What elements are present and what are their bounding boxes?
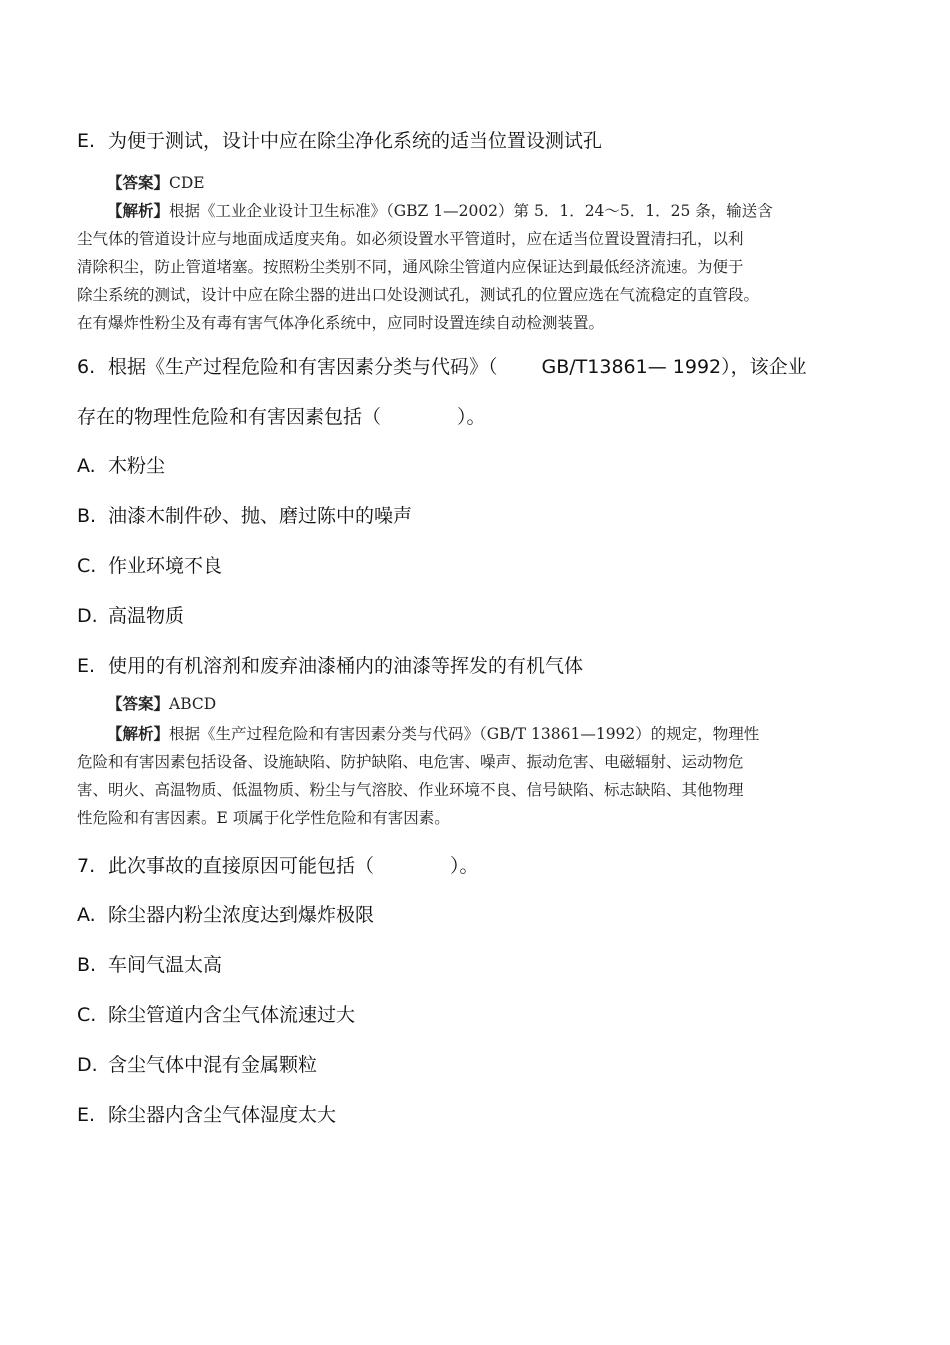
option-letter: C.	[77, 555, 97, 577]
q6-stem-part-a: 根据《生产过程危险和有害因素分类与代码》（	[108, 356, 498, 378]
analysis-line: 【解析】根据《生产过程危险和有害因素分类与代码》（GB/T 13861—1992）的规定，物理性	[107, 724, 760, 743]
option-letter: B.	[77, 505, 97, 527]
option-text: 车间气温太高	[108, 954, 223, 976]
option-text: 除尘器内含尘气体湿度太大	[108, 1104, 337, 1126]
option-letter: B.	[77, 954, 97, 976]
q6-option-a	[77, 453, 165, 479]
question-number: 6.	[77, 356, 96, 378]
question-number: 7.	[77, 855, 96, 877]
analysis-line: 尘气体的管道设计应与地面成适度夹角。如必须设置水平管道时，应在适当位置设置清扫孔，以利	[77, 230, 744, 248]
q6-stem-part-b: GB/T13861— 1992），该企业	[541, 356, 807, 378]
option-letter: C.	[77, 1004, 97, 1026]
answer-value: ABCD	[169, 695, 217, 713]
option-letter: D.	[77, 1054, 98, 1076]
q7-option-e	[77, 1102, 336, 1128]
q7-stem	[77, 852, 479, 880]
option-letter: D.	[77, 605, 98, 627]
option-text: 除尘管道内含尘气体流速过大	[108, 1004, 356, 1026]
q6-option-c	[77, 553, 222, 579]
answer-label: 【答案】	[107, 173, 170, 192]
q5-answer	[107, 172, 205, 194]
option-letter: A.	[77, 904, 96, 926]
q7-stem-text: 此次事故的直接原因可能包括（ ）。	[108, 855, 479, 877]
q6-answer	[107, 693, 216, 715]
option-text: 除尘器内粉尘浓度达到爆炸极限	[108, 904, 375, 926]
analysis-line: 【解析】根据《工业企业设计卫生标准》（GBZ 1—2002）第 5．1．24～5．1．25 条，输送含	[107, 201, 773, 220]
q7-option-a	[77, 902, 374, 928]
q7-option-c	[77, 1002, 355, 1028]
answer-label: 【答案】	[107, 694, 170, 713]
analysis-label: 【解析】	[107, 201, 170, 220]
q6-option-d	[77, 603, 184, 629]
q6-analysis	[77, 720, 877, 832]
q7-option-b	[77, 952, 222, 978]
analysis-line: 害、明火、高温物质、低温物质、粉尘与气溶胶、作业环境不良、信号缺陷、标志缺陷、其他物理	[77, 781, 744, 799]
analysis-line: 性危险和有害因素。E 项属于化学性危险和有害因素。	[77, 809, 450, 827]
q5-analysis	[77, 197, 877, 337]
analysis-line: 危险和有害因素包括设备、设施缺陷、防护缺陷、电危害、噪声、振动危害、电磁辐射、运动物危	[77, 753, 744, 771]
option-text: 使用的有机溶剂和废弃油漆桶内的油漆等挥发的有机气体	[108, 655, 584, 677]
q5-option-e	[77, 128, 602, 154]
option-letter: E.	[77, 655, 96, 677]
option-text: 木粉尘	[108, 455, 166, 477]
q6-stem-line2: 存在的物理性危险和有害因素包括（ ）。	[77, 406, 486, 428]
analysis-line: 在有爆炸性粉尘及有毒有害气体净化系统中，应同时设置连续自动检测装置。	[77, 314, 605, 332]
analysis-line: 清除积尘，防止管道堵塞。按照粉尘类别不同，通风除尘管道内应保证达到最低经济流速。为便于	[77, 258, 744, 276]
q6-stem-line1	[77, 353, 807, 381]
analysis-label: 【解析】	[107, 724, 170, 743]
option-letter: E.	[77, 1104, 96, 1126]
option-text: 含尘气体中混有金属颗粒	[108, 1054, 318, 1076]
option-letter: A.	[77, 455, 96, 477]
q6-option-e	[77, 653, 583, 679]
analysis-line: 除尘系统的测试，设计中应在除尘器的进出口处设测试孔，测试孔的位置应选在气流稳定的直管段。	[77, 286, 760, 304]
option-text: 油漆木制件砂、抛、磨过陈中的噪声	[108, 505, 413, 527]
option-letter: E.	[77, 130, 96, 152]
q7-option-d	[77, 1052, 317, 1078]
option-text: 高温物质	[108, 605, 185, 627]
q6-option-b	[77, 503, 412, 529]
option-text: 作业环境不良	[108, 555, 223, 577]
answer-value: CDE	[169, 174, 205, 192]
option-text: 为便于测试，设计中应在除尘净化系统的适当位置设测试孔	[108, 130, 603, 152]
